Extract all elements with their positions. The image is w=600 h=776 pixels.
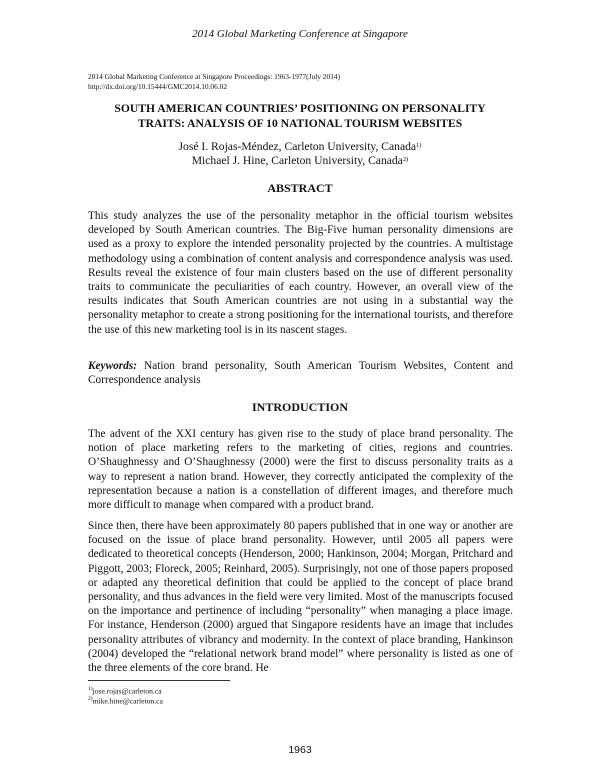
paper-title [60,101,540,131]
introduction-heading: INTRODUCTION [251,400,348,414]
abstract-heading: ABSTRACT [267,181,333,195]
footnote-divider [88,680,230,681]
footnote-2-mark: 2) [88,696,93,702]
author-1-mark: 1) [416,142,422,149]
title-line-2: TRAITS: ANALYSIS OF 10 NATIONAL TOURISM WEBSITES [137,117,463,130]
footnote-2-email: mike.hine@carleton.ca [92,696,163,706]
doi-line: http://dx.doi.org/10.15444/GMC2014.10.06.02 [88,82,228,91]
footnote-1-mark: 1) [88,686,93,692]
abstract-text: This study analyzes the use of the personality metaphor in the official tourism websites developed by South American countries. The Big-Five human personality dimensions are used as a proxy to explore the intended personality projected by the countries. A multistage methodology using a combination of content analysis and correspondence analysis was used. Results reveal the existence of four main clusters based on the use of different personality traits to communicate the peculiarities of each country. However, an overall view of the results indicates that South American countries are not using in a substantial way the personality metaphor to create a strong positioning for the international tourists, and therefore the use of this new marketing tool is in its nascent stages. [88,210,513,336]
running-header: 2014 Global Marketing Conference at Singapore [192,28,408,40]
page-number: 1963 [288,744,312,756]
title-line-1: SOUTH AMERICAN COUNTRIES’ POSITIONING ON PERSONALITY [114,102,486,115]
keywords [88,359,513,387]
intro-paragraph-1: The advent of the XXI century has given rise to the study of place brand personality. The notion of place marketing refers to the marketing of cities, regions and countries. O’Shaughnessy and O’Shaughnessy (2000) were the first to discuss personality traits as a way to represent a nation brand. However, they correctly anticipated the complexity of the representation because a nation is a constellation of different images, and therefore much more difficult to manage when compared with a product brand. [88,428,513,512]
intro-paragraph-2: Since then, there have been approximately 80 papers published that in one way or another are focused on the issue of place brand personality. However, until 2005 all papers were dedicated to theoretical concepts (Henderson, 2000; Hankinson, 2004; Morgan, Pritchard and Piggott, 2003; Floreck, 2005; Reinhard, 2005). Surprisingly, not one of those papers proposed or adapted any theoretical definition that could be applied to the concept of place brand personality, and thus advances in the field were very limited. Most of the manuscripts focused on the importance and pertinence of including “personality” when managing a place image. For instance, Henderson (2000) argued that Singapore residents have an image that includes personality attributes of vibrancy and modernity. In the context of place branding, Hankinson (2004) developed the “relational network brand model” where personality is listed as one of the three elements of the core brand. He [88,520,513,675]
author-1-text: José I. Rojas-Méndez, Carleton University, Canada [178,140,417,153]
author-2-mark: 2) [402,156,409,163]
proceedings-line: 2014 Global Marketing Conference at Singapore Proceedings: 1963-1977(July 2014) [88,72,341,81]
author-1 [60,140,540,154]
author-2 [60,154,540,168]
footnote-2 [88,695,163,706]
keywords-label: Keywords: [88,360,137,372]
author-2-text: Michael J. Hine, Carleton University, Canada [191,154,403,167]
keywords-text: Nation brand personality, South American Tourism Websites, Content and Correspondence analysis [88,360,513,387]
footnote-1 [88,685,162,696]
footnote-1-email: jose.rojas@carleton.ca [92,686,162,696]
author-list [60,140,540,168]
